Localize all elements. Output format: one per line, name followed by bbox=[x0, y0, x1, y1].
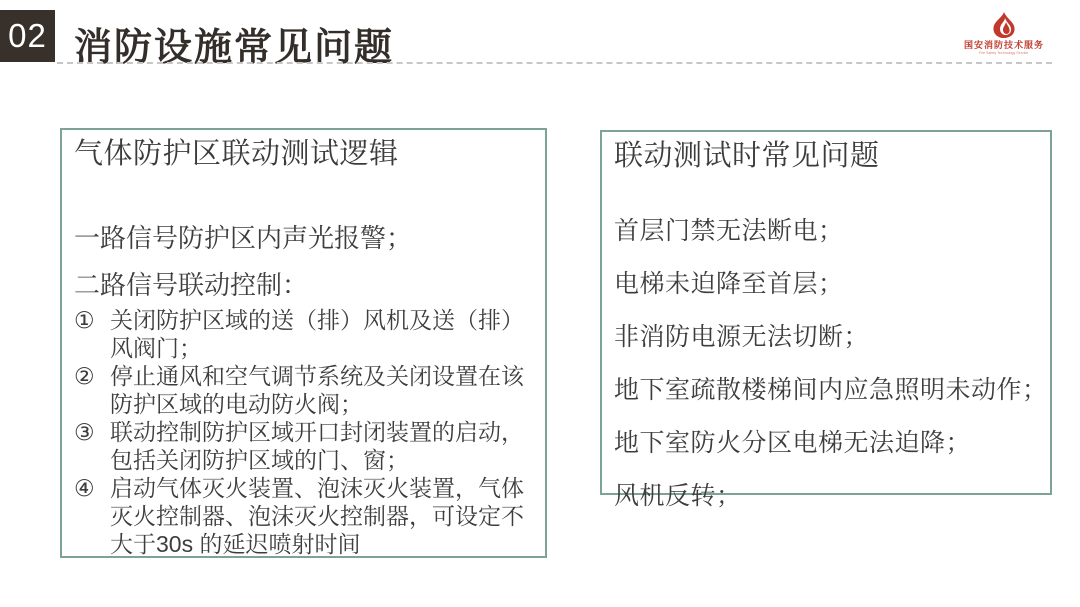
company-logo bbox=[956, 12, 1052, 55]
list-item-text: 关闭防护区域的送（排）风机及送（排）风阀门； bbox=[110, 307, 524, 361]
logo-company-name: 国安消防技术服务 bbox=[963, 40, 1044, 50]
problem-item: 首层门禁无法断电； bbox=[614, 217, 844, 245]
list-item-number: ④ bbox=[74, 475, 95, 501]
list-item-number: ① bbox=[74, 307, 95, 333]
problem-item: 非消防电源无法切断； bbox=[614, 323, 870, 351]
page-title: 消防设施常见问题 bbox=[74, 27, 395, 69]
panel-gas-protection-logic bbox=[60, 128, 547, 558]
problem-item: 电梯未迫降至首层； bbox=[614, 270, 844, 298]
problem-item: 地下室疏散楼梯间内应急照明未动作； bbox=[614, 376, 1048, 404]
section-number: 02 bbox=[8, 17, 47, 54]
panel-common-problems bbox=[600, 130, 1052, 510]
section-number-badge bbox=[0, 10, 55, 62]
list-item bbox=[74, 418, 533, 474]
list-item-text: 停止通风和空气调节系统及关闭设置在该防护区域的电动防火阀； bbox=[110, 363, 524, 417]
left-panel-line-signal1: 一路信号防护区内声光报警； bbox=[74, 223, 413, 253]
list-item bbox=[74, 306, 533, 362]
header-divider bbox=[57, 62, 1052, 64]
right-panel-title: 联动测试时常见问题 bbox=[614, 140, 880, 172]
list-item bbox=[74, 474, 533, 558]
list-item-text: 启动气体灭火装置、泡沫灭火装置，气体灭火控制器、泡沫灭火控制器，可设定不大于30s 的延迟喷射时间 bbox=[110, 475, 524, 557]
problem-item: 风机反转； bbox=[614, 482, 742, 510]
list-item-text: 联动控制防护区域开口封闭装置的启动，包括关闭防护区域的门、窗； bbox=[110, 419, 524, 473]
list-item bbox=[74, 362, 533, 418]
list-item-number: ② bbox=[74, 363, 95, 389]
logo-company-tagline: Fire Safety Technology Service bbox=[979, 50, 1029, 55]
left-panel-title: 气体防护区联动测试逻辑 bbox=[74, 138, 399, 170]
problem-item: 地下室防火分区电梯无法迫降； bbox=[614, 429, 972, 457]
list-item-number: ③ bbox=[74, 419, 95, 445]
right-panel-list bbox=[614, 216, 1048, 511]
left-panel-line-signal2: 二路信号联动控制： bbox=[74, 270, 309, 300]
left-panel-numbered-list bbox=[74, 306, 533, 558]
flame-icon bbox=[989, 12, 1019, 39]
